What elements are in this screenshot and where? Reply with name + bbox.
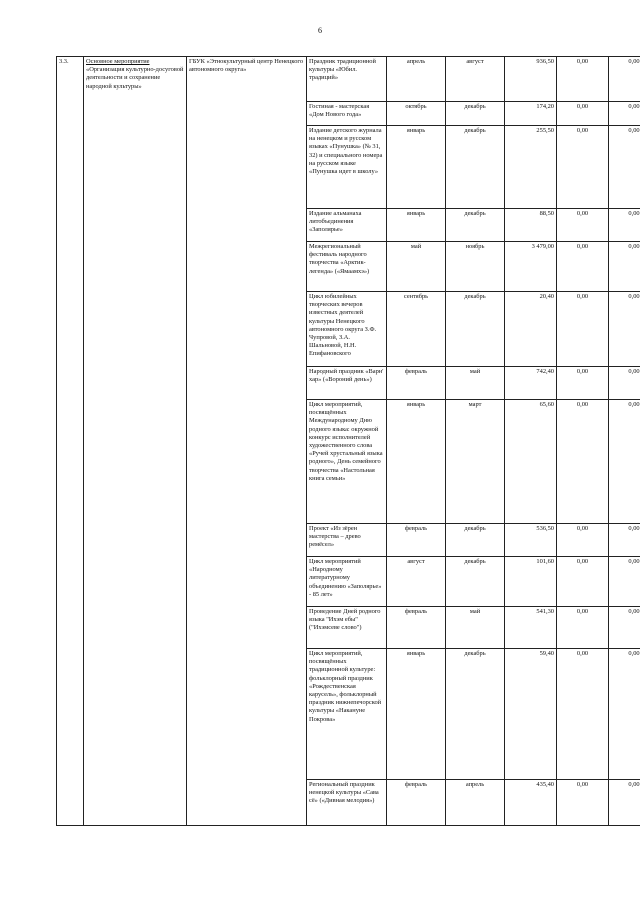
event-name: Издание альманаха литобъединения «Заполярье» — [307, 209, 387, 242]
start-month: октябрь — [387, 102, 446, 126]
end-month: март — [446, 400, 505, 524]
start-month: январь — [387, 649, 446, 780]
end-month: май — [446, 607, 505, 649]
sum-value: 88,50 — [505, 209, 557, 242]
value-2: 0,00 — [557, 649, 609, 780]
event-name: Народный праздник «Варн' хар» («Вороний день») — [307, 367, 387, 400]
event-name: Цикл юбилейных творческих вечеров известных деятелей культуры Ненецкого автономного округа З.Ф. Чупровой, З.А. Шальновой, Н.Н. Епифановского — [307, 292, 387, 367]
start-month: январь — [387, 209, 446, 242]
start-month: апрель — [387, 57, 446, 102]
value-3: 0,00 — [609, 607, 640, 649]
value-3: 0,00 — [609, 400, 640, 524]
value-2: 0,00 — [557, 607, 609, 649]
start-month: февраль — [387, 607, 446, 649]
event-name: Гостиная - мастерская «Дом Нового года» — [307, 102, 387, 126]
value-3: 0,00 — [609, 649, 640, 780]
sum-value: 742,40 — [505, 367, 557, 400]
value-2: 0,00 — [557, 557, 609, 607]
start-month: сентябрь — [387, 292, 446, 367]
value-3: 0,00 — [609, 367, 640, 400]
value-3: 0,00 — [609, 209, 640, 242]
sum-value: 3 479,00 — [505, 242, 557, 292]
start-month: май — [387, 242, 446, 292]
sum-value: 435,40 — [505, 780, 557, 826]
event-name: Региональный праздник ненецкой культуры «Сава сё» («Дивная мелодия») — [307, 780, 387, 826]
section-name — [84, 57, 187, 826]
sum-value: 536,50 — [505, 524, 557, 557]
value-2: 0,00 — [557, 367, 609, 400]
end-month: декабрь — [446, 557, 505, 607]
section-executor: ГБУК «Этнокультурный центр Ненецкого автономного округа» — [187, 57, 307, 826]
end-month: декабрь — [446, 209, 505, 242]
end-month: декабрь — [446, 102, 505, 126]
value-2: 0,00 — [557, 126, 609, 209]
start-month: февраль — [387, 524, 446, 557]
section-name-underlined: Основное мероприятие — [86, 58, 150, 65]
value-3: 0,00 — [609, 780, 640, 826]
value-2: 0,00 — [557, 400, 609, 524]
table-row — [57, 57, 640, 102]
end-month: декабрь — [446, 524, 505, 557]
sum-value: 255,50 — [505, 126, 557, 209]
sum-value: 20,40 — [505, 292, 557, 367]
value-3: 0,00 — [609, 102, 640, 126]
end-month: апрель — [446, 780, 505, 826]
event-name: Издание детского журнала на ненецком и русском языках «Пунушка» (№ 31, 32) и специального номера на русском языке «Пунушка идет в школу» — [307, 126, 387, 209]
value-2: 0,00 — [557, 780, 609, 826]
value-3: 0,00 — [609, 292, 640, 367]
end-month: ноябрь — [446, 242, 505, 292]
value-2: 0,00 — [557, 524, 609, 557]
end-month: декабрь — [446, 126, 505, 209]
sum-value: 65,60 — [505, 400, 557, 524]
value-2: 0,00 — [557, 209, 609, 242]
sum-value: 59,40 — [505, 649, 557, 780]
value-3: 0,00 — [609, 57, 640, 102]
start-month: февраль — [387, 367, 446, 400]
value-2: 0,00 — [557, 102, 609, 126]
start-month: февраль — [387, 780, 446, 826]
event-name: Цикл мероприятий «Народному литературному объединению «Заполярье» - 85 лет» — [307, 557, 387, 607]
start-month: август — [387, 557, 446, 607]
value-3: 0,00 — [609, 557, 640, 607]
event-name: Проведение Дней родного языка "Ихэм ебы" ("Ихэмсеве слово") — [307, 607, 387, 649]
section-name-rest: «Организация культурно-досуговой деятельности и сохранение народной культуры» — [86, 66, 184, 90]
plan-table — [56, 56, 640, 826]
value-2: 0,00 — [557, 292, 609, 367]
value-3: 0,00 — [609, 126, 640, 209]
start-month: январь — [387, 400, 446, 524]
event-name: Проект «Из зёрен мастерства – древо ремёсел» — [307, 524, 387, 557]
value-2: 0,00 — [557, 57, 609, 102]
sum-value: 101,60 — [505, 557, 557, 607]
end-month: май — [446, 367, 505, 400]
section-number: 3.3. — [57, 57, 84, 826]
sum-value: 174,20 — [505, 102, 557, 126]
start-month: январь — [387, 126, 446, 209]
event-name: Цикл мероприятий, посвящённых Международному Дню родного языка: окружной конкурс исполнителей художественного слова «Ручей хрустальный языка родного», День семейного творчества «Настольная книга семьи» — [307, 400, 387, 524]
page-number: 6 — [318, 26, 322, 35]
end-month: декабрь — [446, 292, 505, 367]
event-name: Межрегиональный фестиваль народного творчества «Арктик-легенда» («Ямаамхэ») — [307, 242, 387, 292]
end-month: август — [446, 57, 505, 102]
sum-value: 541,30 — [505, 607, 557, 649]
event-name: Праздник традиционной культуры «Юбил. традиций» — [307, 57, 387, 102]
sum-value: 936,50 — [505, 57, 557, 102]
value-3: 0,00 — [609, 524, 640, 557]
end-month: декабрь — [446, 649, 505, 780]
value-3: 0,00 — [609, 242, 640, 292]
event-name: Цикл мероприятий, посвящённых традиционной культуре: фольклорный праздник «Рождественская карусель», фольклорный праздник нижнепечорской культуры «Накануне Покрова» — [307, 649, 387, 780]
value-2: 0,00 — [557, 242, 609, 292]
